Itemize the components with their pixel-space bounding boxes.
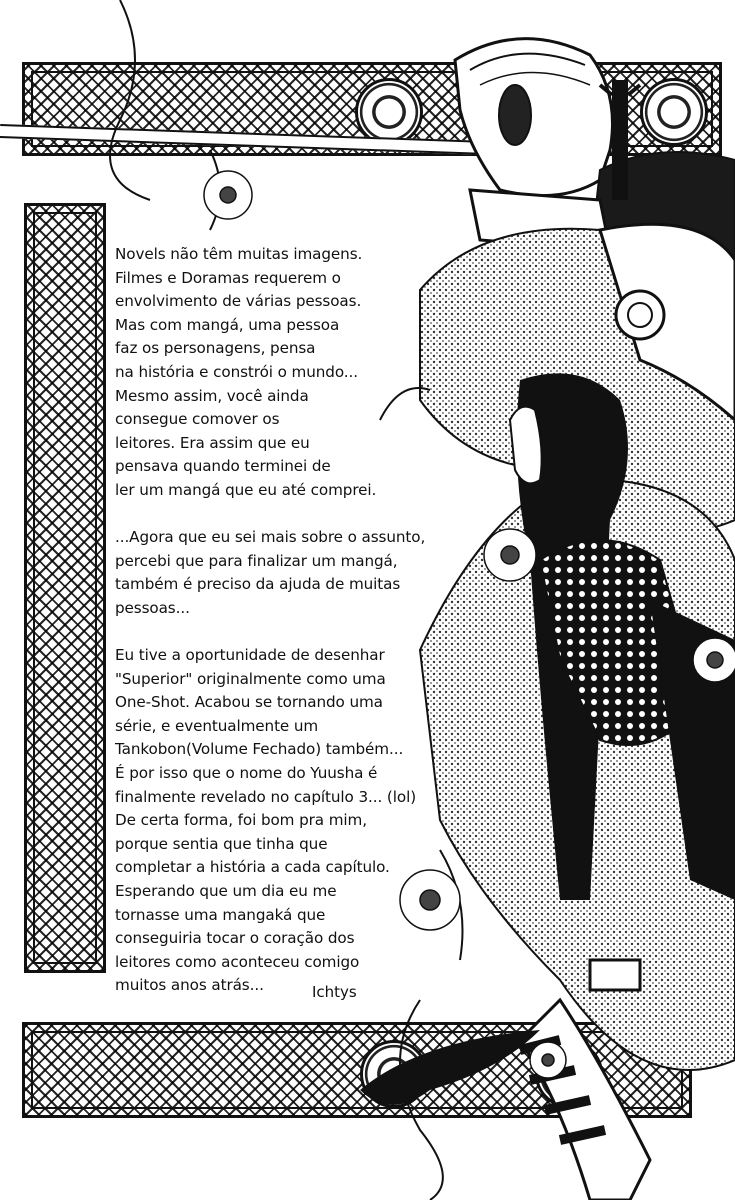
author-signature: Ichtys (312, 983, 357, 1001)
paragraph-3: Eu tive a oportunidade de desenhar "Superior" originalmente como uma One-Shot. Acabou se tornando uma série, e eventualmente um Tankobon(Volume Fechado) também... É por isso que o nome do Yuusha é finalmente revelado no capítulo 3... (lol) De certa forma, foi bom pra mim, porque sentia que tinha que completar a história a cada capítulo. Esperando que um dia eu me tornasse uma mangaká que conseguiria tocar o coração dos leitores como aconteceu comigo muitos anos atrás... (115, 646, 417, 995)
paragraph-2: ...Agora que eu sei mais sobre o assunto, percebi que para finalizar um mangá, também é preciso da ajuda de muitas pessoas... (115, 528, 426, 617)
afterword-text (115, 243, 495, 998)
ink-swoosh (360, 1030, 540, 1105)
paragraph-1: Novels não têm muitas imagens. Filmes e Doramas requerem o envolvimento de várias pessoas. Mas com mangá, uma pessoa faz os personagens, pensa na história e constrói o mundo... Mesmo assim, você ainda consegue comover os leitores. Era assim que eu pensava quando terminei de ler um mangá que eu até comprei. (115, 245, 377, 499)
